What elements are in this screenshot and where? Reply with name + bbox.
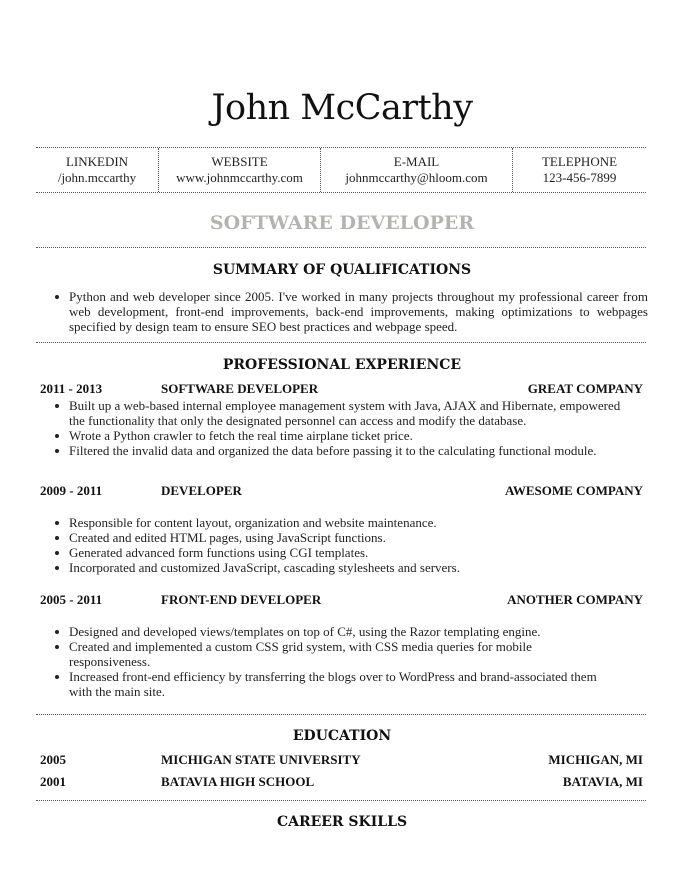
list-item: Created and edited HTML pages, using JavaScript functions. xyxy=(52,530,648,545)
bullet-icon xyxy=(55,521,59,525)
job-dates: 2011 - 2013 xyxy=(40,381,103,396)
list-item: Increased front-end efficiency by transferring the blogs over to WordPress and brand-associated them with the main site. xyxy=(52,669,612,699)
divider xyxy=(36,714,646,715)
contact-linkedin xyxy=(36,148,158,192)
list-item: Incorporated and customized JavaScript, cascading stylesheets and servers. xyxy=(52,560,648,575)
divider xyxy=(36,247,646,248)
contact-value[interactable]: www.johnmccarthy.com xyxy=(176,170,303,185)
contact-telephone xyxy=(512,148,646,192)
divider xyxy=(36,342,646,343)
education-entry xyxy=(40,774,643,790)
bullet-icon xyxy=(55,630,59,634)
contact-bar xyxy=(36,148,646,192)
experience-heading: PROFESSIONAL EXPERIENCE xyxy=(222,357,462,373)
divider xyxy=(36,192,646,193)
education-entry xyxy=(40,752,643,768)
list-item: Designed and developed views/templates on top of C#, using the Razor templating engine. xyxy=(52,624,612,639)
job-header xyxy=(40,483,643,499)
education-year: 2005 xyxy=(40,752,66,767)
list-item: Filtered the invalid data and organized the data before passing it to the calculating functional module. xyxy=(52,443,632,458)
education-year: 2001 xyxy=(40,774,66,789)
job-company: AWESOME COMPANY xyxy=(504,483,643,498)
job-company: ANOTHER COMPANY xyxy=(507,592,643,607)
contact-website xyxy=(158,148,320,192)
contact-label: WEBSITE xyxy=(211,154,268,169)
bullet-icon xyxy=(55,434,59,438)
education-heading: EDUCATION xyxy=(292,728,392,744)
bullet-icon xyxy=(55,645,59,649)
job-title: FRONT-END DEVELOPER xyxy=(161,592,322,607)
resume-name: John McCarthy xyxy=(211,88,473,128)
job-bullets xyxy=(52,515,648,575)
summary-list xyxy=(52,289,648,334)
contact-value[interactable]: /john.mccarthy xyxy=(57,170,137,185)
education-location: BATAVIA, MI xyxy=(562,774,643,789)
skills-heading: CAREER SKILLS xyxy=(276,814,408,830)
education-school: BATAVIA HIGH SCHOOL xyxy=(161,774,315,789)
contact-email xyxy=(320,148,512,192)
list-item: Built up a web-based internal employee management system with Java, AJAX and Hibernate, empowered the functionality that only the designated personnel can access and modify the database. xyxy=(52,398,632,428)
list-item: Python and web developer since 2005. I've worked in many projects throughout my professional career from web development, front-end improvements, back-end improvements, making optimizations to webpages specified by design team to ensure SEO best practices and webpage speed. xyxy=(52,289,648,334)
bullet-icon xyxy=(55,536,59,540)
bullet-icon xyxy=(55,566,59,570)
education-school: MICHIGAN STATE UNIVERSITY xyxy=(161,752,361,767)
job-title: DEVELOPER xyxy=(161,483,242,498)
list-item: Created and implemented a custom CSS grid system, with CSS media queries for mobile responsiveness. xyxy=(52,639,612,669)
education-location: MICHIGAN, MI xyxy=(548,752,643,767)
bullet-icon xyxy=(55,404,59,408)
job-header xyxy=(40,592,643,608)
job-dates: 2005 - 2011 xyxy=(40,592,103,607)
summary-heading: SUMMARY OF QUALIFICATIONS xyxy=(212,262,472,278)
bullet-icon xyxy=(55,449,59,453)
job-dates: 2009 - 2011 xyxy=(40,483,103,498)
list-item: Wrote a Python crawler to fetch the real time airplane ticket price. xyxy=(52,428,632,443)
divider xyxy=(36,800,646,801)
contact-label: TELEPHONE xyxy=(541,154,618,169)
list-item: Responsible for content layout, organization and website maintenance. xyxy=(52,515,648,530)
list-item: Generated advanced form functions using CGI templates. xyxy=(52,545,648,560)
job-title: SOFTWARE DEVELOPER xyxy=(161,381,319,396)
bullet-icon xyxy=(55,551,59,555)
role-title: SOFTWARE DEVELOPER xyxy=(209,212,475,234)
contact-label: E-MAIL xyxy=(393,154,440,169)
bullet-icon xyxy=(55,295,59,299)
job-header xyxy=(40,381,643,397)
contact-value: 123-456-7899 xyxy=(542,170,617,185)
contact-label: LINKEDIN xyxy=(65,154,129,169)
job-company: GREAT COMPANY xyxy=(527,381,643,396)
job-bullets xyxy=(52,398,632,458)
contact-value[interactable]: johnmccarthy@hloom.com xyxy=(345,170,488,185)
bullet-icon xyxy=(55,675,59,679)
job-bullets xyxy=(52,624,612,699)
